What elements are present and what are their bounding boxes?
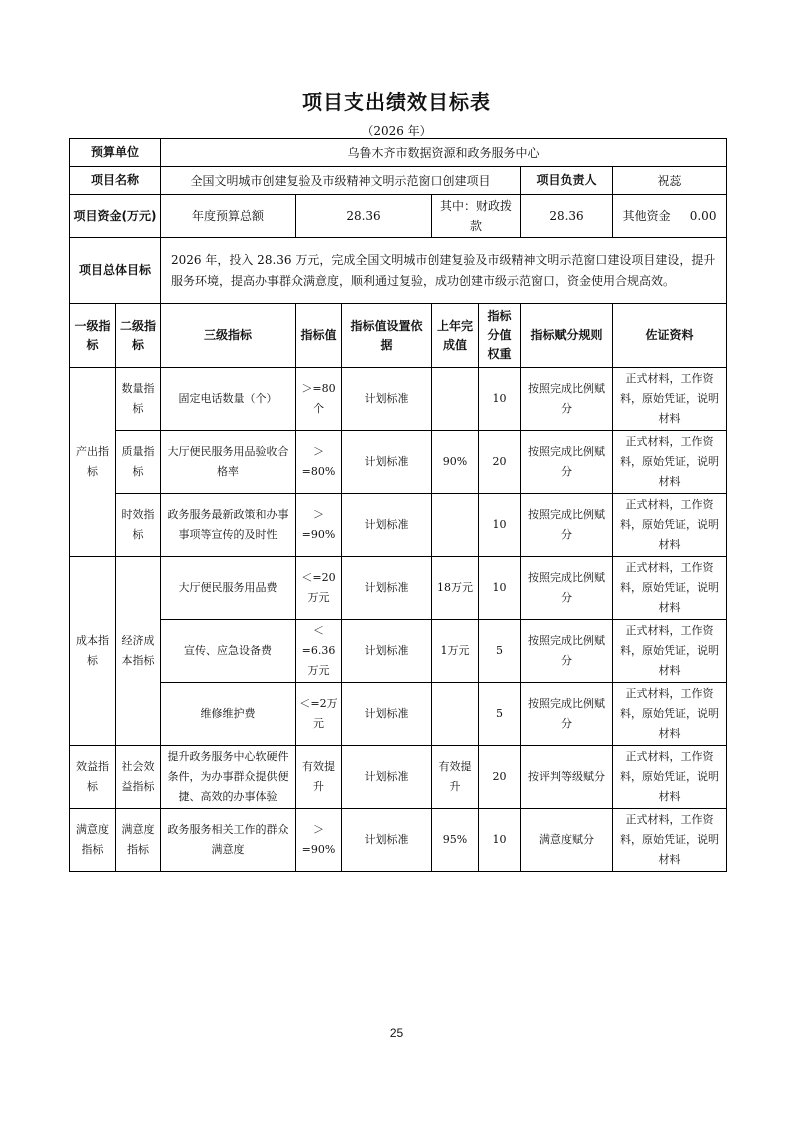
- basis-cell: 计划标准: [342, 620, 432, 683]
- evidence-cell: 正式材料，工作资料，原始凭证，说明材料: [613, 431, 727, 494]
- value-cell: ＜=20万元: [296, 557, 342, 620]
- fiscal-label: 其中：财政拨款: [432, 195, 521, 238]
- rule-cell: 按评判等级赋分: [521, 746, 613, 809]
- rule-cell: 按照完成比例赋分: [521, 620, 613, 683]
- project-name-row: [70, 167, 727, 195]
- evidence-cell: 正式材料，工作资料，原始凭证，说明材料: [613, 494, 727, 557]
- level3-cell: 政务服务最新政策和办事事项等宣传的及时性: [161, 494, 296, 557]
- level2-cell: 社会效益指标: [116, 746, 161, 809]
- goal-text: 2026 年，投入 28.36 万元，完成全国文明城市创建复验及市级精神文明示范窗口建设项目建设，提升服务环境，提高办事群众满意度，顺利通过复验，成功创建市级示范窗口，资金使用合规高效。: [161, 238, 727, 304]
- page-number: 25: [389, 1026, 404, 1040]
- table-row: [70, 368, 727, 431]
- other-funds-value: [613, 195, 727, 238]
- table-row: [70, 683, 727, 746]
- value-cell: ＞=80%: [296, 431, 342, 494]
- group-satisfaction: 满意度指标: [70, 809, 116, 872]
- value-cell: ＞=90%: [296, 494, 342, 557]
- rule-cell: 按照完成比例赋分: [521, 494, 613, 557]
- last-year-cell: 1万元: [432, 620, 479, 683]
- annual-total-label: 年度预算总额: [161, 195, 296, 238]
- weight-cell: 10: [479, 494, 521, 557]
- level3-cell: 宣传、应急设备费: [161, 620, 296, 683]
- level3-cell: 政务服务相关工作的群众满意度: [161, 809, 296, 872]
- other-funds-amount: 0.00: [689, 209, 717, 223]
- weight-cell: 20: [479, 746, 521, 809]
- evidence-cell: 正式材料，工作资料，原始凭证，说明材料: [613, 368, 727, 431]
- basis-cell: 计划标准: [342, 431, 432, 494]
- value-cell: ＞=80个: [296, 368, 342, 431]
- evidence-cell: 正式材料，工作资料，原始凭证，说明材料: [613, 809, 727, 872]
- last-year-cell: [432, 368, 479, 431]
- rule-cell: 满意度赋分: [521, 809, 613, 872]
- value-cell: ＞=90%: [296, 809, 342, 872]
- evidence-cell: 正式材料，工作资料，原始凭证，说明材料: [613, 683, 727, 746]
- level3-cell: 固定电话数量（个）: [161, 368, 296, 431]
- basis-cell: 计划标准: [342, 746, 432, 809]
- owner-value: 祝蕊: [613, 167, 727, 195]
- performance-target-table: [69, 138, 727, 872]
- year-subtitle: （2026 年）: [361, 124, 432, 138]
- budget-unit-row: [70, 139, 727, 167]
- last-year-cell: [432, 494, 479, 557]
- budget-unit-value: 乌鲁木齐市数据资源和政务服务中心: [161, 139, 727, 167]
- project-name-value: 全国文明城市创建复验及市级精神文明示范窗口创建项目: [161, 167, 521, 195]
- funds-label: 项目资金(万元): [70, 195, 161, 238]
- level2-cell: 经济成本指标: [116, 557, 161, 746]
- last-year-cell: [432, 683, 479, 746]
- basis-cell: 计划标准: [342, 494, 432, 557]
- basis-cell: 计划标准: [342, 683, 432, 746]
- budget-unit-label: 预算单位: [70, 139, 161, 167]
- level2-cell: 数量指标: [116, 368, 161, 431]
- table-row: [70, 746, 727, 809]
- col-rule: 指标赋分规则: [521, 304, 613, 368]
- evidence-cell: 正式材料，工作资料，原始凭证，说明材料: [613, 620, 727, 683]
- level2-cell: 时效指标: [116, 494, 161, 557]
- last-year-cell: 95%: [432, 809, 479, 872]
- value-cell: ＜=6.36万元: [296, 620, 342, 683]
- table-row: [70, 809, 727, 872]
- value-cell: 有效提升: [296, 746, 342, 809]
- basis-cell: 计划标准: [342, 557, 432, 620]
- rule-cell: 按照完成比例赋分: [521, 683, 613, 746]
- col-weight: 指标分值权重: [479, 304, 521, 368]
- value-cell: ＜=2万元: [296, 683, 342, 746]
- weight-cell: 10: [479, 557, 521, 620]
- group-output: 产出指标: [70, 368, 116, 557]
- level3-cell: 大厅便民服务用品验收合格率: [161, 431, 296, 494]
- level2-cell: 满意度指标: [116, 809, 161, 872]
- col-level3: 三级指标: [161, 304, 296, 368]
- rule-cell: 按照完成比例赋分: [521, 431, 613, 494]
- group-cost: 成本指标: [70, 557, 116, 746]
- level3-cell: 提升政务服务中心软硬件条件，为办事群众提供便捷、高效的办事体验: [161, 746, 296, 809]
- col-value: 指标值: [296, 304, 342, 368]
- col-basis: 指标值设置依据: [342, 304, 432, 368]
- project-name-label: 项目名称: [70, 167, 161, 195]
- weight-cell: 10: [479, 368, 521, 431]
- column-header-row: [70, 304, 727, 368]
- weight-cell: 10: [479, 809, 521, 872]
- evidence-cell: 正式材料，工作资料，原始凭证，说明材料: [613, 746, 727, 809]
- group-benefit: 效益指标: [70, 746, 116, 809]
- level3-cell: 大厅便民服务用品费: [161, 557, 296, 620]
- other-funds-label: 其他资金: [622, 209, 671, 223]
- annual-total-value: 28.36: [296, 195, 432, 238]
- col-level2: 二级指标: [116, 304, 161, 368]
- weight-cell: 5: [479, 683, 521, 746]
- basis-cell: 计划标准: [342, 809, 432, 872]
- page-title: 项目支出绩效目标表: [302, 90, 491, 114]
- owner-label: 项目负责人: [521, 167, 613, 195]
- basis-cell: 计划标准: [342, 368, 432, 431]
- col-last-year: 上年完成值: [432, 304, 479, 368]
- last-year-cell: 90%: [432, 431, 479, 494]
- level3-cell: 维修维护费: [161, 683, 296, 746]
- level2-cell: 质量指标: [116, 431, 161, 494]
- goal-row: [70, 238, 727, 304]
- weight-cell: 20: [479, 431, 521, 494]
- funds-row: [70, 195, 727, 238]
- col-level1: 一级指标: [70, 304, 116, 368]
- col-evidence: 佐证资料: [613, 304, 727, 368]
- last-year-cell: 有效提升: [432, 746, 479, 809]
- rule-cell: 按照完成比例赋分: [521, 557, 613, 620]
- evidence-cell: 正式材料，工作资料，原始凭证，说明材料: [613, 557, 727, 620]
- goal-label: 项目总体目标: [70, 238, 161, 304]
- weight-cell: 5: [479, 620, 521, 683]
- last-year-cell: 18万元: [432, 557, 479, 620]
- table-row: [70, 557, 727, 620]
- rule-cell: 按照完成比例赋分: [521, 368, 613, 431]
- table-row: [70, 494, 727, 557]
- table-row: [70, 431, 727, 494]
- fiscal-value: 28.36: [521, 195, 613, 238]
- table-row: [70, 620, 727, 683]
